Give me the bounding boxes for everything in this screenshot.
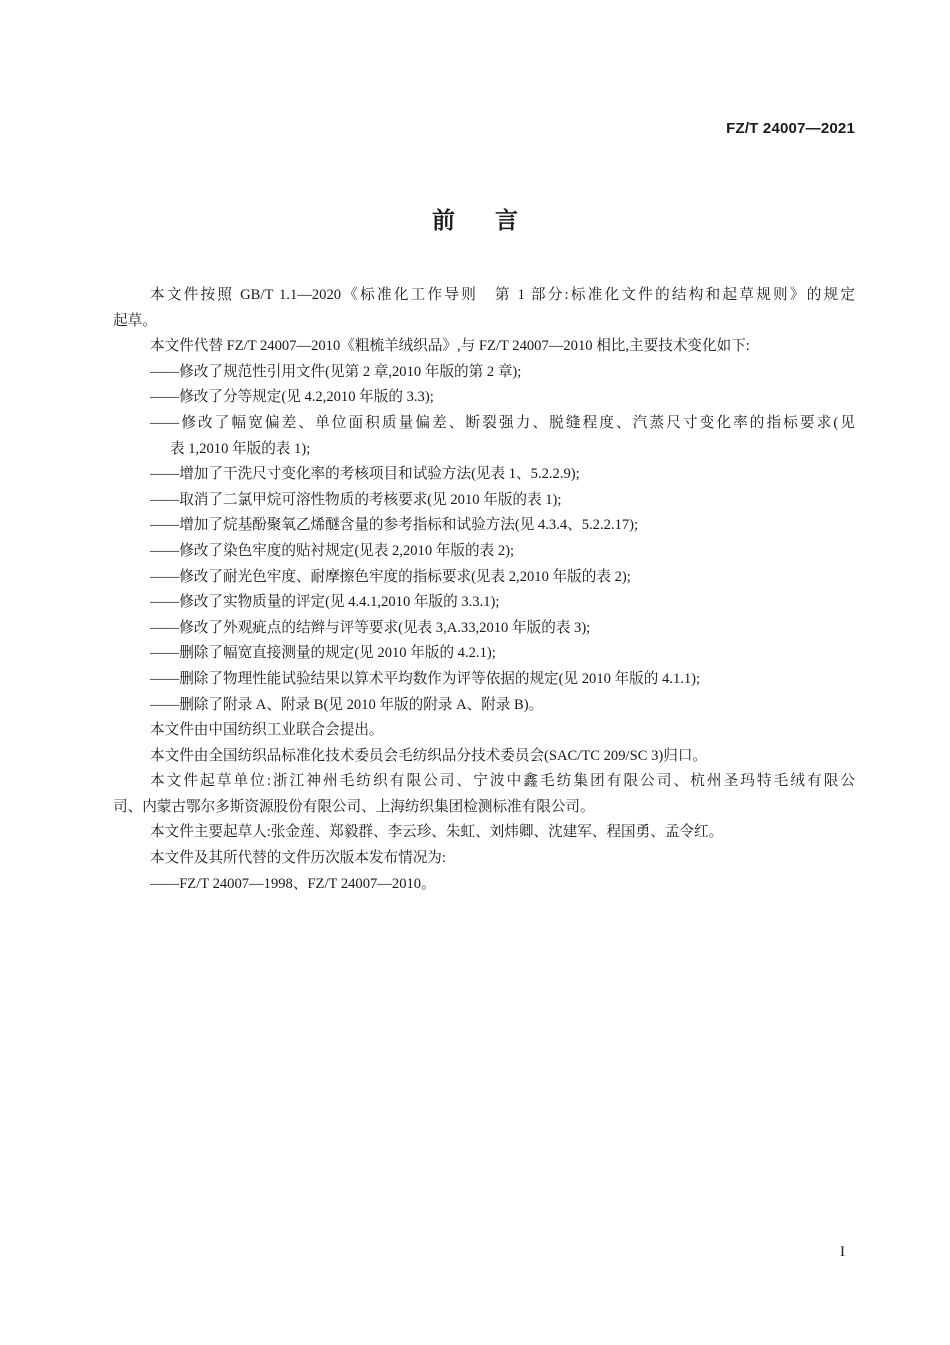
drafting-units-paragraph: 本文件起草单位:浙江神州毛纺织有限公司、宁波中鑫毛纺集团有限公司、杭州圣玛特毛绒有限公	[150, 773, 855, 790]
change-item: ——删除了幅宽直接测量的规定(见 2010 年版的 4.2.1);	[150, 645, 496, 662]
change-item: ——增加了烷基酚聚氧乙烯醚含量的参考指标和试验方法(见 4.3.4、5.2.2.17);	[150, 517, 639, 534]
intro-paragraph-cont: 起草。	[113, 312, 157, 329]
change-item: ——修改了规范性引用文件(见第 2 章,2010 年版的第 2 章);	[150, 363, 522, 380]
change-item: ——删除了物理性能试验结果以算术平均数作为评等依据的规定(见 2010 年版的 4.1.1);	[150, 670, 701, 687]
change-item: ——修改了分等规定(见 4.2,2010 年版的 3.3);	[150, 389, 434, 406]
change-item: ——修改了幅宽偏差、单位面积质量偏差、断裂强力、脱缝程度、汽蒸尺寸变化率的指标要求(见	[150, 414, 855, 431]
history-item: ——FZ/T 24007—1998、FZ/T 24007—2010。	[150, 875, 436, 892]
change-item: ——取消了二氯甲烷可溶性物质的考核要求(见 2010 年版的表 1);	[150, 491, 562, 508]
change-item: ——修改了外观疵点的结辫与评等要求(见表 3,A.33,2010 年版的表 3);	[150, 619, 591, 636]
change-item: ——修改了染色牢度的贴衬规定(见表 2,2010 年版的表 2);	[150, 542, 515, 559]
centralized-paragraph: 本文件由全国纺织品标准化技术委员会毛纺织品分技术委员会(SAC/TC 209/SC 3)归口。	[150, 747, 708, 764]
change-item: ——修改了耐光色牢度、耐摩擦色牢度的指标要求(见表 2,2010 年版的表 2);	[150, 568, 631, 585]
drafters-paragraph: 本文件主要起草人:张金莲、郑毅群、李云珍、朱虹、刘炜卿、沈建军、程国勇、孟令红。	[150, 824, 724, 841]
page-number: I	[840, 1244, 845, 1260]
proposer-paragraph: 本文件由中国纺织工业联合会提出。	[150, 722, 384, 739]
change-item: ——删除了附录 A、附录 B(见 2010 年版的附录 A、附录 B)。	[150, 696, 544, 713]
change-item: ——修改了实物质量的评定(见 4.4.1,2010 年版的 3.3.1);	[150, 594, 500, 611]
replace-paragraph: 本文件代替 FZ/T 24007—2010《粗梳羊绒织品》,与 FZ/T 24007—2010 相比,主要技术变化如下:	[150, 338, 750, 355]
change-item-cont: 表 1,2010 年版的表 1);	[170, 440, 311, 457]
intro-paragraph: 本文件按照 GB/T 1.1—2020《标准化工作导则 第 1 部分:标准化文件的结构和起草规则》的规定	[150, 287, 855, 303]
foreword-body	[113, 283, 855, 897]
drafting-units-cont: 司、内蒙古鄂尔多斯资源股份有限公司、上海纺织集团检测标准有限公司。	[113, 798, 595, 815]
history-intro: 本文件及其所代替的文件历次版本发布情况为:	[150, 850, 446, 867]
standard-number: FZ/T 24007—2021	[726, 120, 855, 137]
page-title: 前言	[432, 208, 558, 233]
change-item: ——增加了干洗尺寸变化率的考核项目和试验方法(见表 1、5.2.2.9);	[150, 466, 580, 483]
